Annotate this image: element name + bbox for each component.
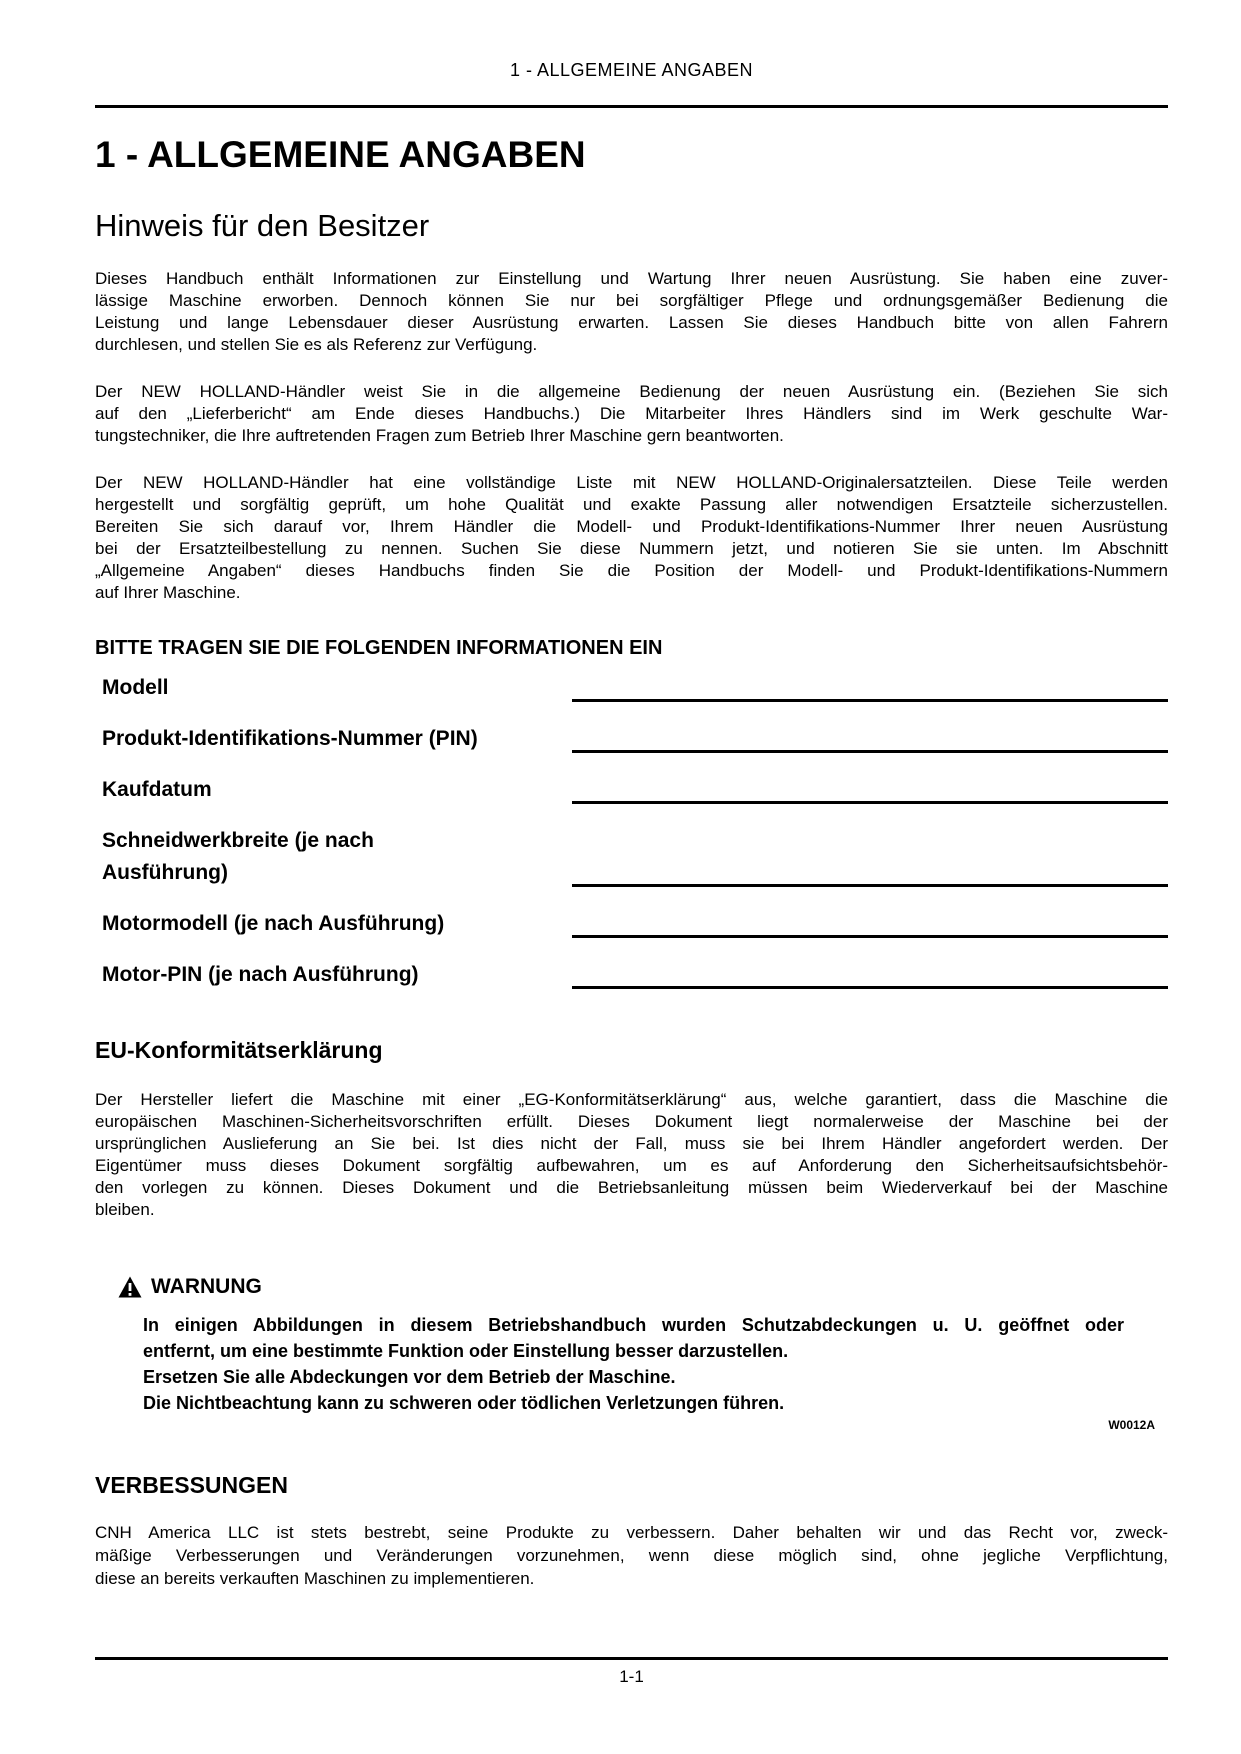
form-row-engine-pin	[95, 959, 1168, 991]
footer-rule	[95, 1657, 1168, 1660]
section-heading-eu-declaration: EU-Konformitätserklärung	[95, 1037, 383, 1064]
paragraph	[95, 472, 1168, 604]
text-line: CNH America LLC ist stets bestrebt, seine Produkte zu verbessern. Daher behalten wir und das Recht vor, zweck-	[95, 1523, 1168, 1543]
paragraph	[95, 268, 1168, 356]
form-row-header-width	[95, 825, 1168, 889]
warning-triangle-icon	[118, 1276, 142, 1298]
fill-in-line-header-width	[572, 857, 1168, 887]
text-line: hergestellt und sorgfältig geprüft, um hohe Qualität und exakte Passung aller notwendigen Ersatzteile sicherzustellen.	[95, 495, 1168, 515]
text-line: Dieses Handbuch enthält Informationen zur Einstellung und Wartung Ihrer neuen Ausrüstung. Sie haben eine zuver-	[95, 269, 1168, 289]
field-label-pin: Produkt-Identifikations-Nummer (PIN)	[102, 727, 478, 751]
section-heading-improvements: VERBESSUNGEN	[95, 1472, 288, 1499]
fill-in-line-engine-model	[572, 908, 1168, 938]
warning-text	[118, 1312, 1168, 1416]
text-line: Leistung und lange Lebensdauer dieser Ausrüstung erwarten. Lassen Sie dieses Handbuch bitte von allen Fahrern	[95, 313, 1168, 333]
field-label-header-width	[102, 825, 572, 889]
field-label-line2: Ausführung)	[102, 861, 228, 885]
text-line: den vorlegen zu können. Dieses Dokument und die Betriebsanleitung müssen beim Wiederverkauf bei der Maschine	[95, 1178, 1168, 1198]
page-title: 1 - ALLGEMEINE ANGABEN	[95, 134, 586, 175]
page-number: 1-1	[619, 1667, 644, 1686]
section-heading-owner-note: Hinweis für den Besitzer	[95, 208, 430, 243]
text-line: lässige Maschine erworben. Dennoch können Sie nur bei sorgfältiger Pflege und ordnungsgemäßer Bedienung die	[95, 291, 1168, 311]
fill-in-line-model	[572, 672, 1168, 702]
text-line: auf den „Lieferbericht“ am Ende dieses Handbuchs.) Die Mitarbeiter Ihres Händlers sind im Werk geschulte War-	[95, 404, 1168, 424]
field-label-engine-pin: Motor-PIN (je nach Ausführung)	[102, 963, 419, 987]
page-footer	[95, 1657, 1168, 1687]
form-row-model	[95, 672, 1168, 704]
field-label-engine-model: Motormodell (je nach Ausführung)	[102, 912, 445, 936]
warning-box	[95, 1275, 1168, 1432]
text-line: tungstechniker, die Ihre auftretenden Fragen zum Betrieb Ihrer Maschine gern beantworten.	[95, 426, 784, 446]
form-heading: BITTE TRAGEN SIE DIE FOLGENDEN INFORMATIONEN EIN	[95, 637, 663, 660]
text-line: bleiben.	[95, 1200, 155, 1220]
text-line: Bereiten Sie sich darauf vor, Ihrem Händler die Modell- und Produkt-Identifikations-Nummer Ihrer neuen Ausrüstung	[95, 517, 1168, 537]
owner-info-form	[95, 672, 1168, 991]
warning-title-row	[118, 1275, 1168, 1299]
form-row-pin	[95, 723, 1168, 755]
text-line: diese an bereits verkauften Maschinen zu implementieren.	[95, 1569, 535, 1589]
paragraph	[95, 1089, 1168, 1221]
field-label-model: Modell	[102, 676, 169, 700]
text-line: auf Ihrer Maschine.	[95, 583, 241, 603]
text-line: europäischen Maschinen-Sicherheitsvorschriften erfüllt. Dieses Dokument liegt normalerweise der Maschine bei der	[95, 1112, 1168, 1132]
form-row-purchase-date	[95, 774, 1168, 806]
text-line: Ersetzen Sie alle Abdeckungen vor dem Betrieb der Maschine.	[143, 1367, 676, 1388]
text-line: ursprünglichen Auslieferung an Sie bei. Ist dies nicht der Fall, muss sie bei Ihrem Händler angefordert werden. Der	[95, 1134, 1168, 1154]
text-line: In einigen Abbildungen in diesem Betriebshandbuch wurden Schutzabdeckungen u. U. geöffnet oder	[143, 1315, 1124, 1336]
text-line: „Allgemeine Angaben“ dieses Handbuchs finden Sie die Position der Modell- und Produkt-Identifikations-Nummern	[95, 561, 1168, 581]
text-line: Die Nichtbeachtung kann zu schweren oder tödlichen Verletzungen führen.	[143, 1393, 785, 1414]
fill-in-line-pin	[572, 723, 1168, 753]
text-line: entfernt, um eine bestimmte Funktion oder Einstellung besser darzustellen.	[143, 1341, 789, 1362]
text-line: Der NEW HOLLAND-Händler weist Sie in die allgemeine Bedienung der neuen Ausrüstung ein. (Beziehen Sie sich	[95, 382, 1168, 402]
paragraph	[95, 1521, 1168, 1590]
warning-title: WARNUNG	[151, 1275, 262, 1299]
text-line: mäßige Verbesserungen und Veränderungen vorzunehmen, wenn diese möglich sind, ohne jegliche Verpflichtung,	[95, 1546, 1168, 1566]
text-line: durchlesen, und stellen Sie es als Referenz zur Verfügung.	[95, 335, 538, 355]
field-label-purchase-date: Kaufdatum	[102, 778, 212, 802]
form-row-engine-model	[95, 908, 1168, 940]
text-line: bei der Ersatzteilbestellung zu nennen. Suchen Sie diese Nummern jetzt, und notieren Sie sie unten. Im Abschnitt	[95, 539, 1168, 559]
paragraph	[95, 381, 1168, 447]
text-line: Eigentümer muss dieses Dokument sorgfältig aufbewahren, um es auf Anforderung den Sicherheitsaufsichtsbehör-	[95, 1156, 1168, 1176]
field-label-line1: Schneidwerkbreite (je nach	[102, 829, 374, 853]
header-rule	[95, 105, 1168, 108]
warning-reference-code: W0012A	[1108, 1418, 1155, 1433]
fill-in-line-purchase-date	[572, 774, 1168, 804]
text-line: Der Hersteller liefert die Maschine mit einer „EG-Konformitätserklärung“ aus, welche garantiert, dass die Maschine die	[95, 1090, 1168, 1110]
text-line: Der NEW HOLLAND-Händler hat eine vollständige Liste mit NEW HOLLAND-Originalersatzteilen. Diese Teile werden	[95, 473, 1168, 493]
running-header: 1 - ALLGEMEINE ANGABEN	[509, 60, 754, 80]
fill-in-line-engine-pin	[572, 959, 1168, 989]
